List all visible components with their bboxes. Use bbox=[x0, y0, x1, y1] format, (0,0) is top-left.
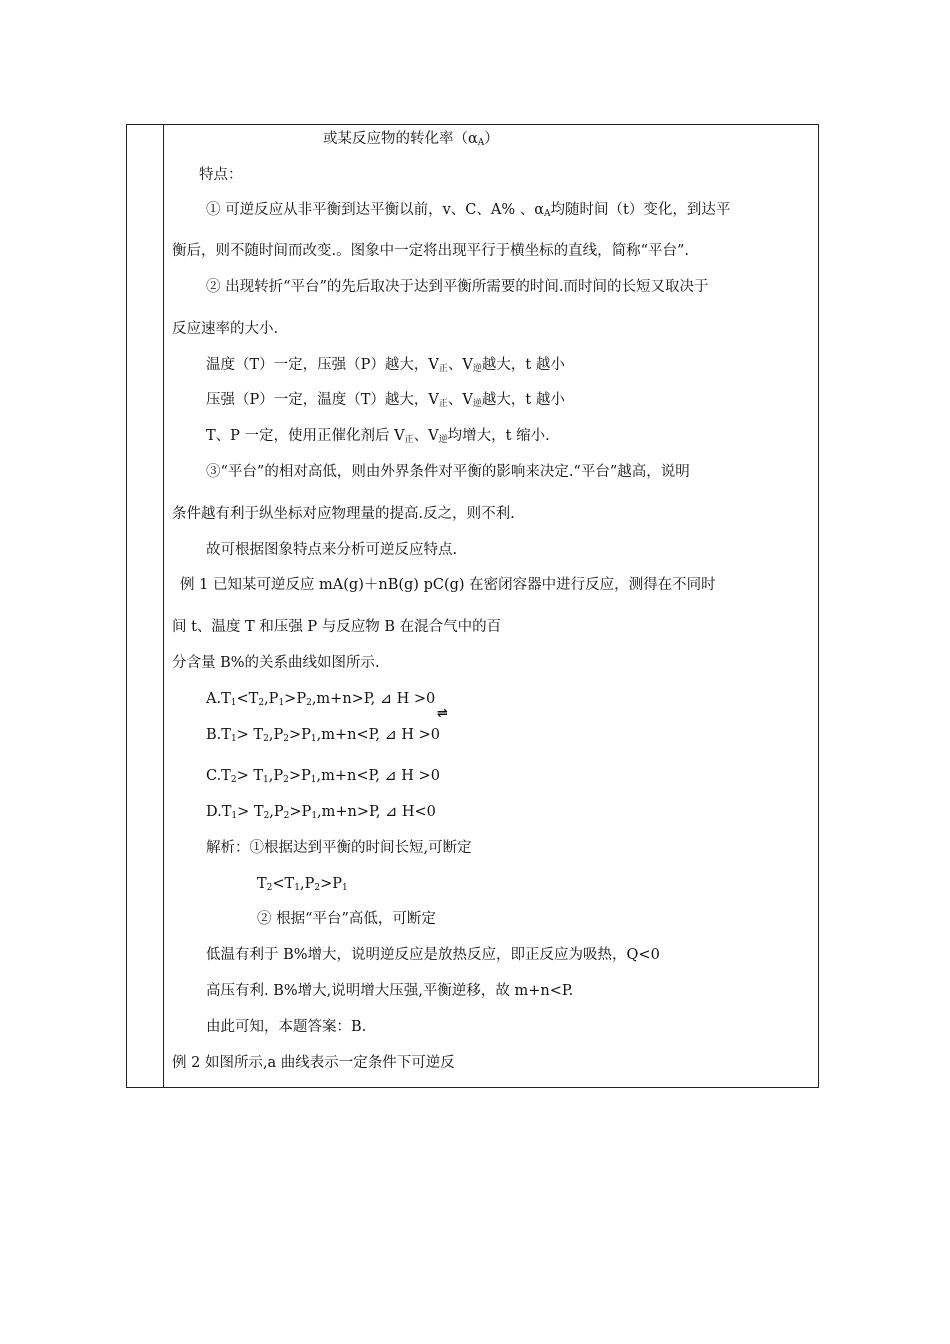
equilibrium-arrow-icon: ⇌ bbox=[437, 706, 448, 721]
text-line-low-temp: 低温有利于 B%增大，说明逆反应是放热反应，即正反应为吸热，Q<0 bbox=[206, 947, 660, 963]
option-c: $C.T_2> T_1,P_2>P_1,m+n<P$, ⊿ H >0 bbox=[206, 768, 440, 785]
text-line-temp-rule: 温度（T）一定，压强（P）越大，$V_正$、$V_逆$越大，t 越小 bbox=[206, 357, 565, 374]
text-line-point1-cont: 衡后，则不随时间而改变.。图象中一定将出现平行于横坐标的直线，简称“平台”. bbox=[172, 243, 690, 259]
text-line-catalyst-rule: T、P 一定，使用正催化剂后 $V_正$、$V_逆$均增大，t 缩小. bbox=[206, 428, 550, 445]
column-divider bbox=[163, 124, 164, 1088]
text-line-high-pressure: 高压有利. B%增大,说明增大压强,平衡逆移，故 m+n<P. bbox=[206, 983, 574, 999]
text-line-answer: 由此可知，本题答案：B. bbox=[206, 1019, 367, 1035]
option-a: $A.T_1<T_2,P_1>P_2,m+n>P$, ⊿ H >0 bbox=[206, 691, 436, 708]
table-frame bbox=[126, 124, 819, 1088]
text-line-example1: 例 1 已知某可逆反应 mA(g)＋nB(g) pC(g) 在密闭容器中进行反应，测得在不同时 bbox=[180, 577, 716, 593]
text-line-conversion-rate: 或某反应物的转化率$(\alpha_A)$ bbox=[323, 131, 499, 148]
option-d: $D.T_1> T_2,P_2>P_1,m+n>P$, ⊿ H<0 bbox=[206, 804, 436, 821]
text-line-point2-cont: 反应速率的大小. bbox=[172, 321, 279, 337]
text-line-point3-cont: 条件越有利于纵坐标对应物理量的提高.反之，则不利. bbox=[172, 506, 515, 522]
text-line-point3: ③“平台”的相对高低，则由外界条件对平衡的影响来决定.“平台”越高，说明 bbox=[206, 464, 690, 480]
text-line-pressure-rule: 压强（P）一定，温度（T）越大，$V_正$、$V_逆$越大，t 越小 bbox=[206, 392, 565, 409]
text-line-analysis: 解析：①根据达到平衡的时间长短,可断定 bbox=[206, 840, 472, 856]
text-line-example1-cont: 间 t、温度 T 和压强 P 与反应物 B 在混合气中的百 bbox=[172, 619, 502, 635]
text-line-example1-cont2: 分含量 B%的关系曲线如图所示. bbox=[172, 655, 380, 671]
text-line-point2: ② 出现转折“平台”的先后取决于达到平衡所需要的时间.而时间的长短又取决于 bbox=[206, 279, 709, 295]
text-line-point1: ① 可逆反应从非平衡到达平衡以前，v、C、A% 、$\alpha_A$均随时间（t）变化，到达平 bbox=[206, 202, 731, 219]
text-line-analysis2: ② 根据“平台”高低，可断定 bbox=[257, 911, 436, 927]
text-line-example2: 例 2 如图所示,a 曲线表示一定条件下可逆反 bbox=[172, 1055, 455, 1071]
text-line-summary: 故可根据图象特点来分析可逆反应特点. bbox=[206, 542, 458, 558]
text-line-conclusion1: $T_2<T_1,P_2>P_1$ bbox=[257, 876, 348, 893]
heading-features: 特点： bbox=[199, 167, 243, 183]
option-b: $B.T_1> T_2,P_2>P_1,m+n<P$, ⊿ H >0 bbox=[206, 727, 441, 744]
